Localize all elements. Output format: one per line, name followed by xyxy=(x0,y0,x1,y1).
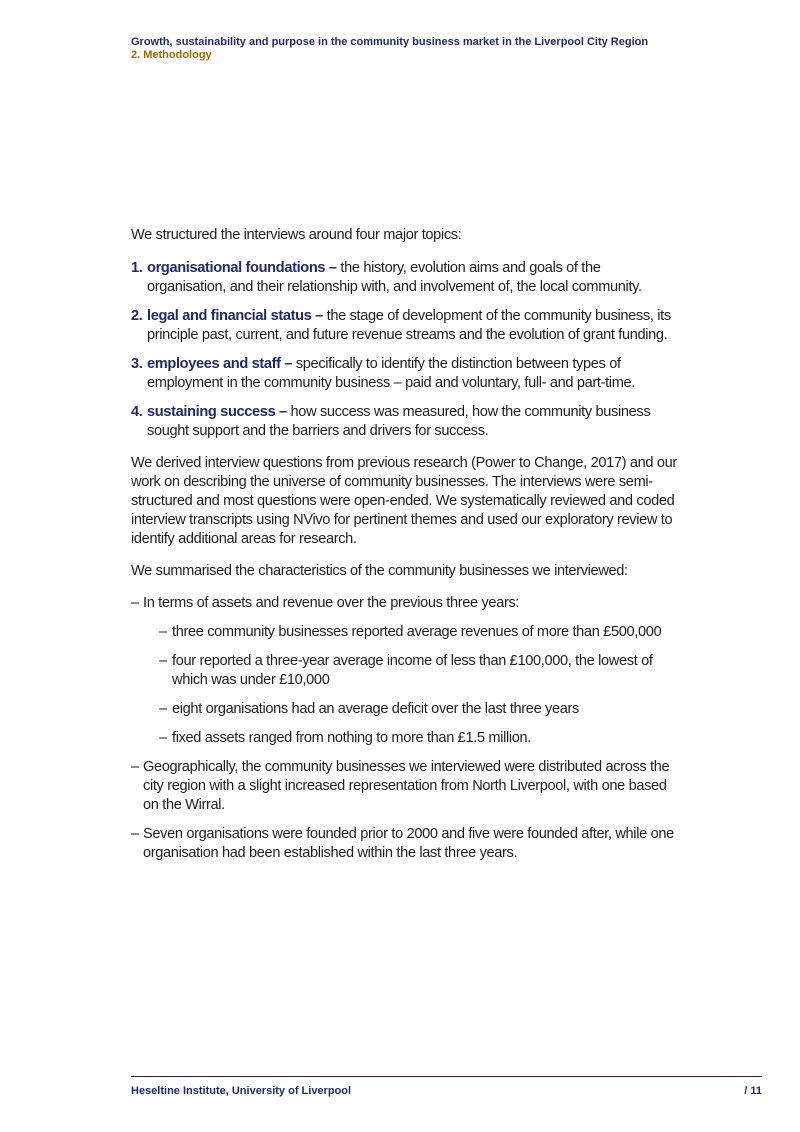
topic-description: how success was measured, how the community business sought support and the barriers and drivers for success. xyxy=(147,404,651,439)
topic-term: organisational foundations – xyxy=(147,260,337,276)
geography-text: Geographically, the community businesses we interviewed were distributed across the city region with a slight increased representation from North Liverpool, with one based on the Wirral. xyxy=(143,759,670,813)
topic-term: employees and staff – xyxy=(147,356,293,372)
footer-divider xyxy=(131,1076,762,1077)
main-content xyxy=(131,226,679,873)
topic-item xyxy=(131,403,679,441)
sub-list-item xyxy=(159,652,679,690)
founding-text: Seven organisations were founded prior to 2000 and five were founded after, while one organisation had been established within the last three years. xyxy=(143,826,674,861)
page-footer xyxy=(131,1085,762,1097)
topic-item xyxy=(131,307,679,345)
list-item xyxy=(131,758,679,815)
sub-item-text: eight organisations had an average deficit over the last three years xyxy=(172,701,579,717)
sub-list-item xyxy=(159,700,679,719)
list-item xyxy=(131,825,679,863)
dash-marker: – xyxy=(159,624,167,640)
topic-description: the stage of development of the community business, its principle past, current, and future revenue streams and the evolution of grant funding. xyxy=(147,308,671,343)
sub-list-item xyxy=(159,729,679,748)
footer-institution: Heseltine Institute, University of Liverpool xyxy=(131,1085,352,1097)
running-header xyxy=(131,36,648,62)
sub-item-text: three community businesses reported average revenues of more than £500,000 xyxy=(172,624,662,640)
topic-term: legal and financial status – xyxy=(147,308,323,324)
sub-item-text: fixed assets ranged from nothing to more than £1.5 million. xyxy=(172,730,531,746)
assets-text: In terms of assets and revenue over the previous three years: xyxy=(143,595,520,611)
section-title: 2. Methodology xyxy=(131,49,212,61)
methodology-paragraph: We derived interview questions from previous research (Power to Change, 2017) and our work on describing the universe of community businesses. The interviews were semi-structured and most questions were open-ended. We systematically reviewed and coded interview transcripts using NVivo for pertinent themes and used our exploratory review to identify additional areas for research. xyxy=(131,455,677,547)
topic-description: specifically to identify the distinction between types of employment in the community business – paid and voluntary, full- and part-time. xyxy=(147,356,635,391)
dash-marker: – xyxy=(159,701,167,717)
dash-marker: – xyxy=(159,730,167,746)
document-title: Growth, sustainability and purpose in the community business market in the Liverpool City Region xyxy=(131,36,649,48)
topic-number: 1. xyxy=(131,260,143,276)
intro-text: We structured the interviews around four major topics: xyxy=(131,227,462,243)
sub-list-item xyxy=(159,623,679,642)
dash-marker: – xyxy=(159,653,167,669)
sub-item-text: four reported a three-year average income of less than £100,000, the lowest of which was under £10,000 xyxy=(172,653,653,688)
topic-number: 4. xyxy=(131,404,143,420)
summary-intro: We summarised the characteristics of the community businesses we interviewed: xyxy=(131,563,628,579)
topic-item xyxy=(131,259,679,297)
page-number: / 11 xyxy=(744,1085,762,1097)
dash-marker: – xyxy=(131,759,139,775)
topic-number: 2. xyxy=(131,308,143,324)
dash-marker: – xyxy=(131,595,139,611)
topic-number: 3. xyxy=(131,356,143,372)
assets-sublist xyxy=(159,623,679,748)
dash-marker: – xyxy=(131,826,139,842)
topic-term: sustaining success – xyxy=(147,404,287,420)
summary-list xyxy=(131,594,679,863)
topic-item xyxy=(131,355,679,393)
list-item xyxy=(131,594,679,748)
topics-list xyxy=(131,259,679,441)
topic-description: the history, evolution aims and goals of the organisation, and their relationship with, and involvement of, the local community. xyxy=(147,260,642,295)
